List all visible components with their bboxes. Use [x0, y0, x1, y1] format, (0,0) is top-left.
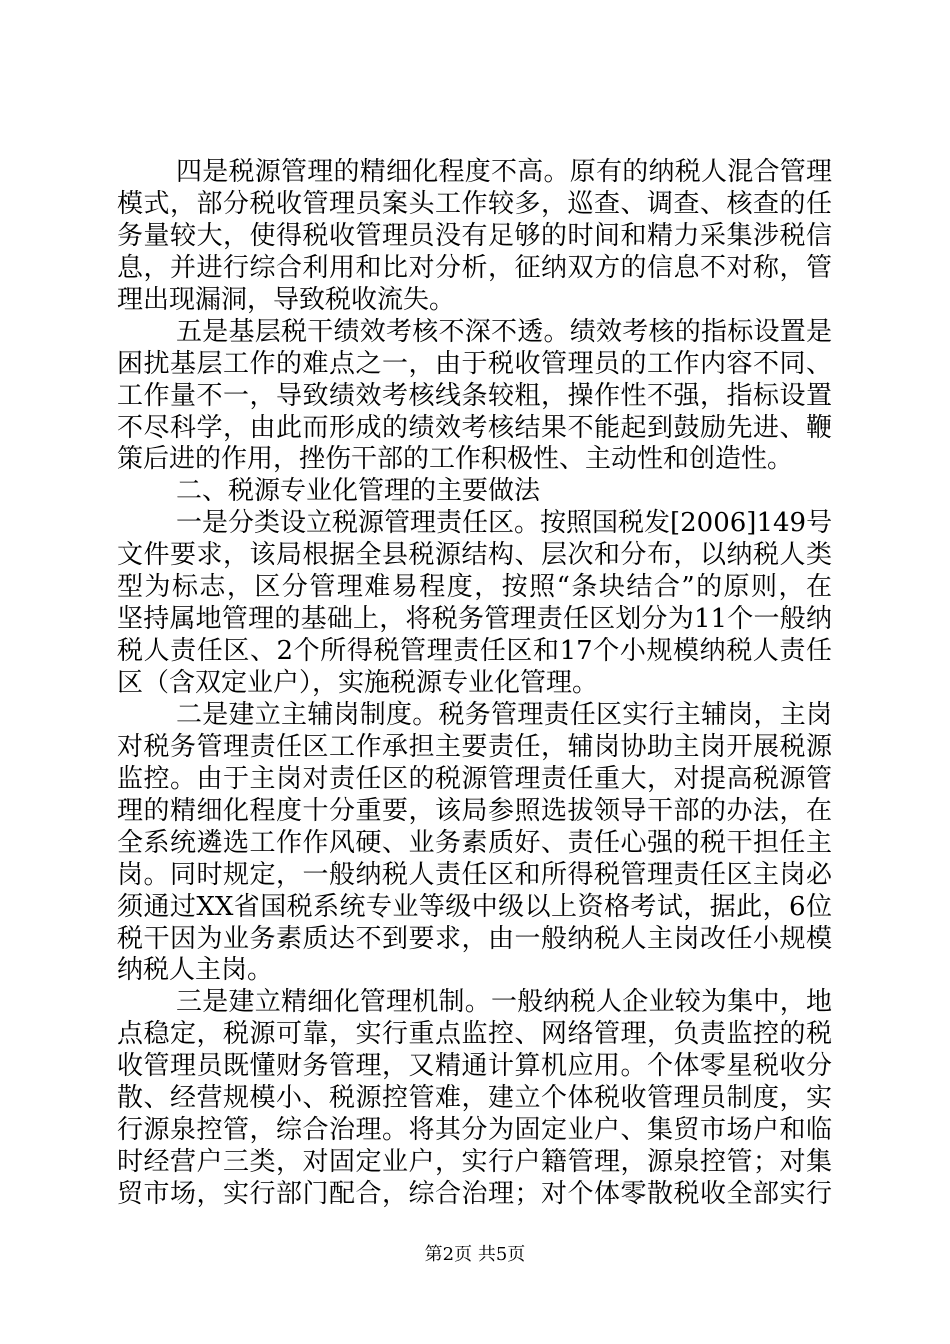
paragraph-line: 文件要求，该局根据全县税源结构、层次和分布，以纳税人类 [117, 540, 832, 570]
page-number-footer: 第2页 共5页 [424, 1244, 526, 1265]
paragraph-line: 点稳定，税源可靠，实行重点监控、网络管理，负责监控的税 [117, 1019, 832, 1049]
paragraph-line: 收管理员既懂财务管理，又精通计算机应用。个体零星税收分 [117, 1051, 832, 1081]
paragraph-line: 策后进的作用，挫伤干部的工作积极性、主动性和创造性。 [117, 444, 794, 474]
paragraph-line: 时经营户三类，对固定业户，实行户籍管理，源泉控管；对集 [117, 1147, 832, 1177]
paragraph-line: 对税务管理责任区工作承担主要责任，辅岗协助主岗开展税源 [117, 732, 832, 762]
paragraph-line: 理出现漏洞，导致税收流失。 [117, 285, 456, 315]
paragraph-line: 全系统遴选工作作风硬、业务素质好、责任心强的税干担任主 [117, 828, 832, 858]
paragraph-line: 五是基层税干绩效考核不深不透。绩效考核的指标设置是 [176, 317, 832, 347]
paragraph-line: 岗。同时规定，一般纳税人责任区和所得税管理责任区主岗必 [117, 860, 832, 890]
paragraph-line: 行源泉控管，综合治理。将其分为固定业户、集贸市场户和临 [117, 1115, 832, 1145]
paragraph-line: 坚持属地管理的基础上，将税务管理责任区划分为11个一般纳 [117, 604, 832, 634]
paragraph-line: 税干因为业务素质达不到要求，由一般纳税人主岗改任小规模 [117, 924, 832, 954]
paragraph-line: 理的精细化程度十分重要，该局参照选拔领导干部的办法，在 [117, 796, 832, 826]
paragraph-line: 务量较大，使得税收管理员没有足够的时间和精力采集涉税信 [117, 221, 832, 251]
paragraph-line: 一是分类设立税源管理责任区。按照国税发[2006]149号 [176, 508, 832, 538]
paragraph-line: 四是税源管理的精细化程度不高。原有的纳税人混合管理 [176, 157, 832, 187]
paragraph-line: 模式，部分税收管理员案头工作较多，巡查、调查、核查的任 [117, 189, 832, 219]
paragraph-line: 工作量不一，导致绩效考核线条较粗，操作性不强，指标设置 [117, 381, 832, 411]
paragraph-line: 困扰基层工作的难点之一，由于税收管理员的工作内容不同、 [117, 349, 832, 379]
paragraph-line: 三是建立精细化管理机制。一般纳税人企业较为集中，地 [176, 987, 832, 1017]
paragraph-line: 不尽科学，由此而形成的绩效考核结果不能起到鼓励先进、鞭 [117, 413, 832, 443]
paragraph-line: 区（含双定业户），实施税源专业化管理。 [117, 668, 599, 698]
paragraph-line: 纳税人主岗。 [117, 955, 274, 985]
paragraph-line: 税人责任区、2个所得税管理责任区和17个小规模纳税人责任 [117, 636, 832, 666]
section-heading: 二、税源专业化管理的主要做法 [176, 476, 541, 506]
paragraph-line: 型为标志，区分管理难易程度，按照“条块结合”的原则，在 [117, 572, 832, 602]
paragraph-line: 息，并进行综合利用和比对分析，征纳双方的信息不对称，管 [117, 253, 832, 283]
paragraph-line: 散、经营规模小、税源控管难，建立个体税收管理员制度，实 [117, 1083, 832, 1113]
paragraph-line: 贸市场，实行部门配合，综合治理；对个体零散税收全部实行 [117, 1179, 832, 1209]
paragraph-line: 须通过XX省国税系统专业等级中级以上资格考试，据此，6位 [117, 892, 832, 922]
paragraph-line: 二是建立主辅岗制度。税务管理责任区实行主辅岗，主岗 [176, 700, 832, 730]
paragraph-line: 监控。由于主岗对责任区的税源管理责任重大，对提高税源管 [117, 764, 832, 794]
